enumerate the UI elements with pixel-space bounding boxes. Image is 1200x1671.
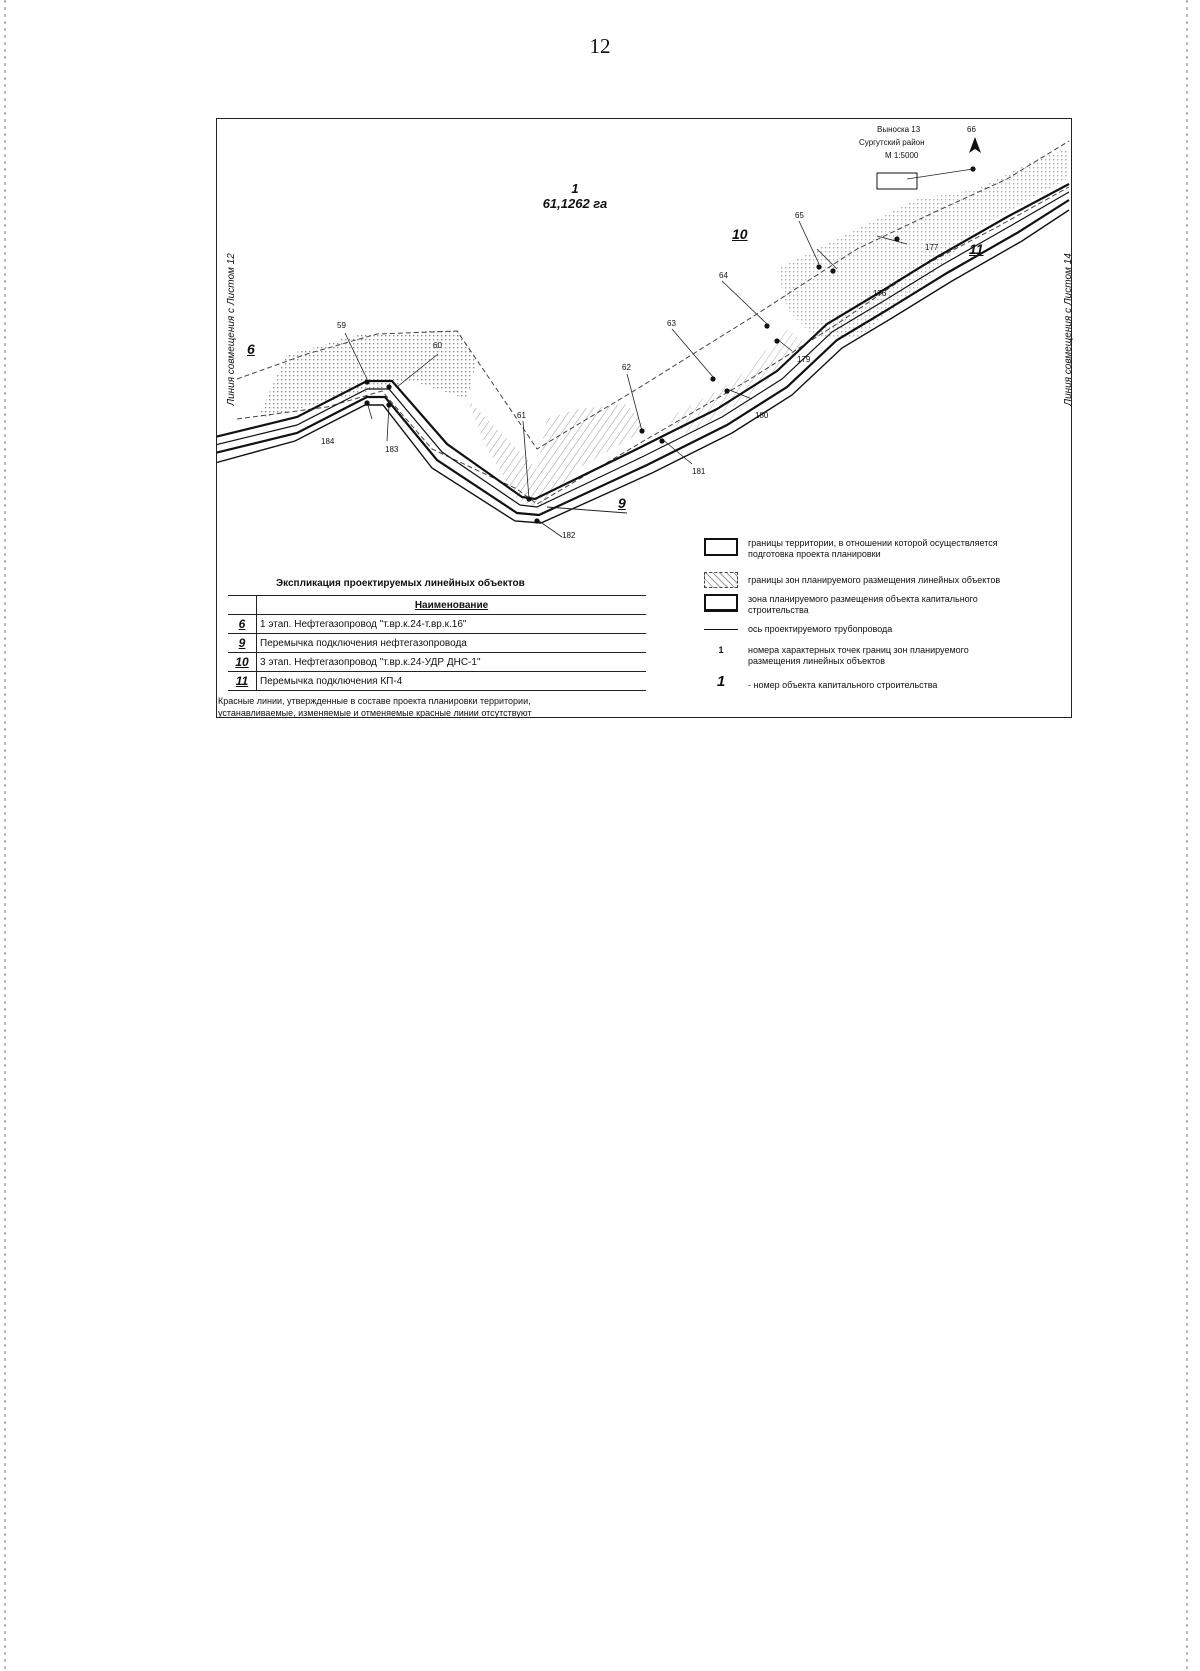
scan-edge-right: [1186, 0, 1188, 1671]
point-176: 176: [873, 289, 887, 298]
legend-swatch-zone-hatch: [704, 572, 738, 588]
scan-edge-left: [4, 0, 6, 1671]
object-1-number: 1: [571, 181, 579, 196]
connector-9-line: [547, 507, 627, 513]
inset-line-3: М 1:5000: [885, 151, 919, 160]
object-1-area: 61,1262 га: [542, 196, 608, 211]
row-name: 3 этап. Нефтегазопровод "т.вр.к.24-УДР ДНС-1": [257, 653, 647, 672]
object-6-label: 6: [247, 341, 255, 357]
legend-swatch-capital-zone: [704, 594, 738, 612]
point-60: 60: [433, 341, 442, 350]
row-num: 6: [228, 615, 257, 634]
explication-header-name: Наименование: [257, 596, 647, 615]
row-num: 9: [228, 634, 257, 653]
red-lines-note-line-1: Красные линии, утвержденные в составе проекта планировки территории,: [218, 696, 531, 706]
point-61: 61: [517, 411, 526, 420]
legend-symbol-point-number: 1: [718, 645, 724, 655]
north-arrow: [969, 137, 981, 153]
point-63: 63: [667, 319, 676, 328]
point-184: 184: [321, 437, 335, 446]
legend-item-pipeline-axis: [704, 624, 1048, 635]
legend-text-capital-zone: зона планируемого размещения объекта капитального строительства: [748, 594, 978, 615]
inset-frame: [877, 173, 917, 189]
legend-text-point-numbers: номера характерных точек границ зон планируемого размещения линейных объектов: [748, 645, 969, 666]
point-177: 177: [925, 243, 939, 252]
point-65: 65: [795, 211, 804, 220]
point-62: 62: [622, 363, 631, 372]
legend-item-zone-boundary: [704, 572, 1048, 588]
page-number: 12: [589, 34, 611, 58]
legend-text-object-number: - номер объекта капитального строительства: [748, 680, 938, 690]
legend-swatch-axis-line: [704, 624, 738, 630]
row-num: 11: [228, 672, 257, 691]
point-182: 182: [562, 531, 576, 540]
legend-swatch-territory-boundary: [704, 538, 738, 556]
zone-hatch-valley: [467, 399, 647, 509]
table-row: [228, 653, 646, 672]
legend-item-territory: [704, 538, 1008, 560]
object-11-label: 11: [969, 241, 984, 257]
table-row: [228, 615, 646, 634]
red-lines-note-line-2: устанавливаемые, изменяемые и отменяемые красные линии отсутствуют: [218, 708, 532, 718]
red-lines-note: [218, 695, 532, 719]
inset-line-2: Сургутский район: [859, 138, 925, 147]
row-name: Перемычка подключения КП-4: [257, 672, 647, 691]
row-num: 10: [228, 653, 257, 672]
explication-table: [228, 595, 646, 691]
legend-item-point-numbers: [704, 645, 988, 667]
inset-line-1: Выноска 13: [877, 125, 921, 134]
point-66: 66: [967, 125, 976, 134]
table-row: [228, 634, 646, 653]
explication-title: Экспликация проектируемых линейных объектов: [276, 578, 525, 589]
zone-boundary-upper: [237, 141, 1069, 449]
row-name: Перемычка подключения нефтегазопровода: [257, 634, 647, 653]
object-10-label: 10: [732, 226, 748, 242]
legend-text-pipeline-axis: ось проектируемого трубопровода: [748, 624, 893, 634]
point-183: 183: [385, 445, 399, 454]
zone-hatch-rise: [777, 149, 1067, 339]
table-row: [228, 672, 646, 691]
point-181: 181: [692, 467, 706, 476]
point-59: 59: [337, 321, 346, 330]
point-64: 64: [719, 271, 728, 280]
point-179: 179: [797, 355, 811, 364]
point-180: 180: [755, 411, 769, 420]
explication-header-row: [228, 596, 646, 615]
legend-item-object-number: [704, 673, 1048, 694]
object-9-label: 9: [618, 495, 626, 511]
explication-header-num: [228, 596, 257, 615]
legend-item-capital-zone: [704, 594, 978, 616]
legend-text-zone-boundary: границы зон планируемого размещения линейных объектов: [748, 575, 1001, 585]
row-name: 1 этап. Нефтегазопровод "т.вр.к.24-т.вр.к.16": [257, 615, 647, 634]
object-1-label: [515, 181, 635, 211]
right-match-line: Линия совмещения с Листом 14: [1062, 253, 1074, 406]
legend-text-territory: границы территории, в отношении которой осуществляется подготовка проекта планировки: [748, 538, 998, 559]
left-match-line: Линия совмещения с Листом 12: [225, 253, 237, 406]
legend-symbol-object-number: 1: [716, 673, 726, 690]
